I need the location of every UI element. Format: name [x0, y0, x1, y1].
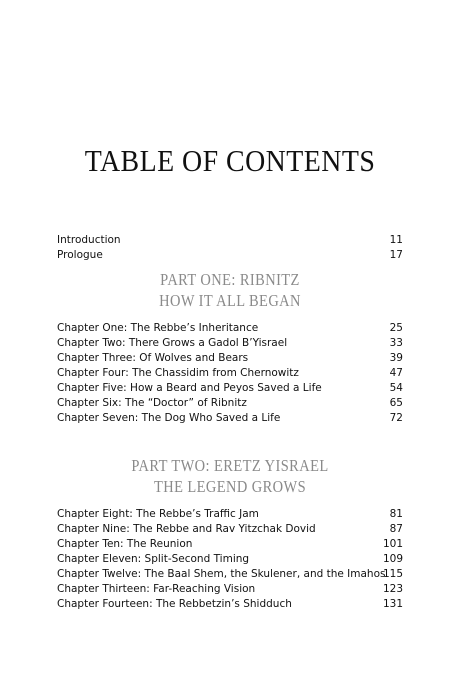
toc-entry [57, 351, 403, 366]
part-two-title: PART TWO: ERETZ YISRAEL [131, 456, 329, 475]
toc-entry-page: 33 [389, 337, 403, 349]
toc-entry-page: 101 [382, 538, 403, 550]
toc-entry-label: Introduction [57, 234, 121, 246]
toc-entry-page: 54 [389, 382, 403, 394]
toc-entry-label: Chapter Three: Of Wolves and Bears [57, 352, 249, 364]
toc-entry-prologue [57, 248, 403, 263]
toc-entry-label: Chapter Nine: The Rebbe and Rav Yitzchak Dovid [57, 523, 316, 535]
toc-entry [57, 552, 403, 567]
toc-entry-introduction [57, 233, 403, 248]
part-two-subtitle: THE LEGEND GROWS [153, 477, 307, 496]
toc-entry-label: Chapter Ten: The Reunion [57, 538, 193, 550]
part-one-title: PART ONE: RIBNITZ [160, 270, 300, 289]
toc-entry-label: Chapter Fourteen: The Rebbetzin’s Shidduch [57, 598, 292, 610]
toc-entry-page: 123 [382, 583, 403, 595]
part-one-heading [35, 269, 426, 311]
toc-entry [57, 396, 403, 411]
toc-entry-page: 72 [389, 412, 403, 424]
toc-entry-label: Chapter Seven: The Dog Who Saved a Life [57, 412, 281, 424]
toc-entry-label: Chapter Five: How a Beard and Peyos Saved a Life [57, 382, 322, 394]
toc-entry [57, 537, 403, 552]
front-matter-list [57, 233, 403, 263]
part-two-heading [35, 455, 426, 497]
toc-entry-label: Chapter Eleven: Split-Second Timing [57, 553, 250, 565]
toc-entry-page: 87 [389, 523, 403, 535]
page-title: TABLE OF CONTENTS [84, 143, 376, 178]
part-one-subtitle: HOW IT ALL BEGAN [159, 291, 301, 310]
toc-entry-label: Chapter Eight: The Rebbe’s Traffic Jam [57, 508, 259, 520]
toc-entry-label: Prologue [57, 249, 103, 261]
toc-entry-label: Chapter Thirteen: Far-Reaching Vision [57, 583, 256, 595]
toc-entry-page: 25 [389, 322, 403, 334]
toc-entry-page: 81 [389, 508, 403, 520]
toc-entry [57, 582, 403, 597]
toc-entry-page: 115 [382, 568, 403, 580]
toc-entry-label: Chapter Twelve: The Baal Shem, the Skulener, and the Imahos [57, 568, 386, 580]
toc-entry-page: 131 [382, 598, 403, 610]
toc-entry [57, 567, 403, 582]
toc-entry [57, 336, 403, 351]
toc-entry-page: 11 [389, 234, 403, 246]
toc-entry [57, 522, 403, 537]
toc-entry-page: 17 [389, 249, 403, 261]
toc-entry [57, 507, 403, 522]
part-one-chapter-list [57, 321, 403, 426]
toc-entry-label: Chapter Four: The Chassidim from Chernowitz [57, 367, 299, 379]
toc-entry-page: 39 [389, 352, 403, 364]
part-two-chapter-list [57, 507, 403, 612]
toc-entry [57, 411, 403, 426]
toc-entry-page: 65 [389, 397, 403, 409]
toc-entry-page: 47 [389, 367, 403, 379]
toc-entry-page: 109 [382, 553, 403, 565]
toc-entry-label: Chapter One: The Rebbe’s Inheritance [57, 322, 259, 334]
toc-entry [57, 321, 403, 336]
toc-entry-label: Chapter Two: There Grows a Gadol B’Yisrael [57, 337, 288, 349]
toc-entry [57, 381, 403, 396]
toc-entry [57, 366, 403, 381]
toc-entry-label: Chapter Six: The “Doctor” of Ribnitz [57, 397, 247, 409]
toc-entry [57, 597, 403, 612]
